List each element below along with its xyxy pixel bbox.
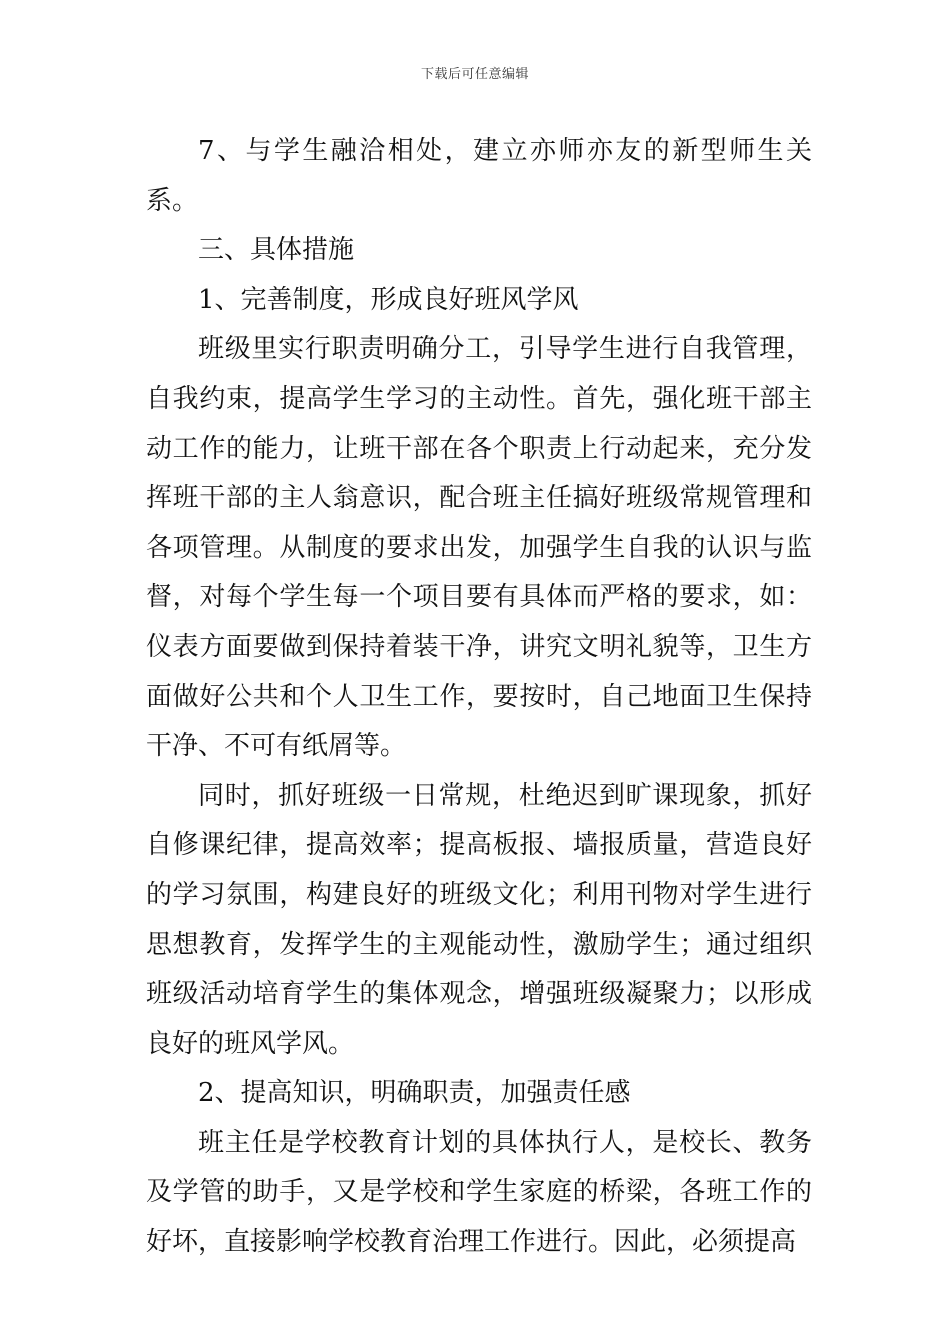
subheading-responsibility: 2、提高知识，明确职责，加强责任感: [198, 1078, 631, 1109]
subheading-improve-system: 1、完善制度，形成良好班风学风: [198, 284, 579, 315]
paragraph-item-7: 7、与学生融洽相处，建立亦师亦友的新型师生关系。: [146, 136, 812, 216]
paragraph-head-teacher-role: 班主任是学校教育计划的具体执行人，是校长、教务及学管的助手，又是学校和学生家庭的桥梁，各班工作的好坏，直接影响学校教育治理工作进行。因此，必须提高: [146, 1127, 812, 1258]
paragraph-daily-routine: 同时，抓好班级一日常规，杜绝迟到旷课现象，抓好自修课纪律，提高效率；提高板报、墙报质量，营造良好的学习氛围，构建良好的班级文化；利用刊物对学生进行思想教育，发挥学生的主观能动性，激励学生；通过组织班级活动培育学生的集体观念，增强班级凝聚力；以形成良好的班风学风。: [146, 780, 812, 1059]
page-header-note: 下载后可任意编辑: [420, 67, 529, 82]
document-body: [146, 127, 812, 1268]
section-heading-measures: 三、具体措施: [198, 235, 355, 266]
paragraph-class-management: 班级里实行职责明确分工，引导学生进行自我管理，自我约束，提高学生学习的主动性。首先，强化班干部主动工作的能力，让班干部在各个职责上行动起来，充分发挥班干部的主人翁意识，配合班主任搞好班级常规管理和各项管理。从制度的要求出发，加强学生自我的认识与监督，对每个学生每一个项目要有具体而严格的要求，如：仪表方面要做到保持着装干净，讲究文明礼貌等，卫生方面做好公共和个人卫生工作，要按时，自己地面卫生保持干净、不可有纸屑等。: [146, 334, 812, 762]
